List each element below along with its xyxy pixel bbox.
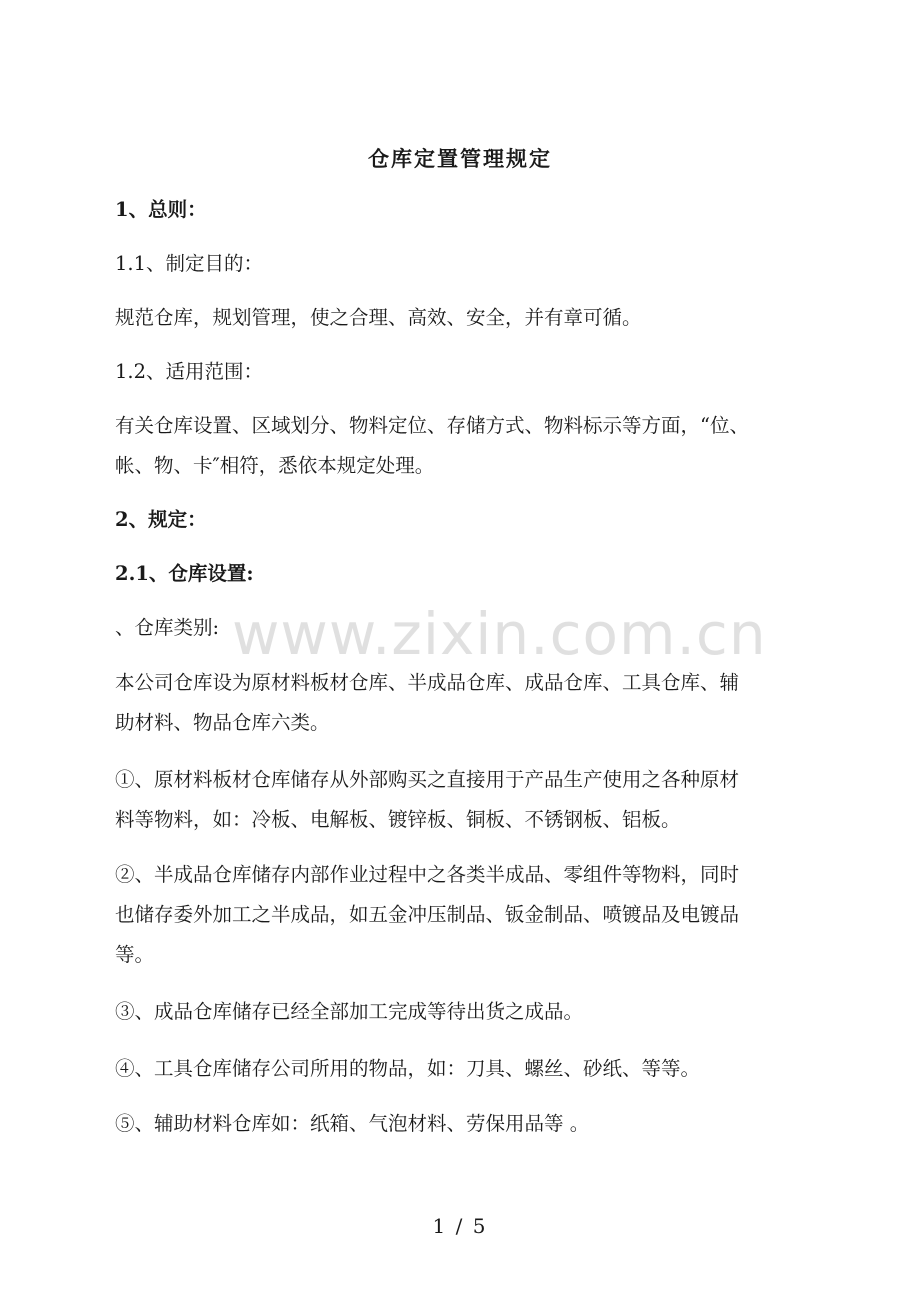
subsection-heading-purpose: 1.1、制定目的： xyxy=(115,252,264,275)
paragraph-scope-line-2: 帐、物、卡″相符，悉依本规定处理。 xyxy=(115,454,435,477)
paragraph-types-line-1: 本公司仓库设为原材料板材仓库、半成品仓库、成品仓库、工具仓库、辅 xyxy=(115,671,740,694)
list-item-semi-finished-line-1: ②、半成品仓库储存内部作业过程中之各类半成品、零组件等物料，同时 xyxy=(115,863,740,886)
document-title: 仓库定置管理规定 xyxy=(368,146,552,171)
subsection-heading-warehouse-setup: 2.1、仓库设置: xyxy=(115,562,254,585)
page-indicator: 1 / 5 xyxy=(432,1214,488,1238)
subsection-heading-scope: 1.2、适用范围： xyxy=(115,360,264,383)
paragraph-types-line-2: 助材料、物品仓库六类。 xyxy=(115,711,330,734)
subsection-heading-warehouse-types: 、仓库类别: xyxy=(115,616,220,639)
paragraph-purpose: 规范仓库，规划管理，使之合理、高效、安全，并有章可循。 xyxy=(115,306,642,329)
list-item-semi-finished-line-2: 也储存委外加工之半成品，如五金冲压制品、钣金制品、喷镀品及电镀品 xyxy=(115,903,740,926)
section-heading-general: 1、总则： xyxy=(115,198,207,221)
section-heading-rules: 2、规定： xyxy=(115,508,207,531)
list-item-semi-finished-line-3: 等。 xyxy=(115,943,155,966)
paragraph-scope-line-1: 有关仓库设置、区域划分、物料定位、存储方式、物料标示等方面，“位、 xyxy=(115,414,749,437)
list-item-raw-material-line-2: 料等物料，如：冷板、电解板、镀锌板、铜板、不锈钢板、铝板。 xyxy=(115,808,681,831)
list-item-auxiliary-materials: ⑤、辅助材料仓库如：纸箱、气泡材料、劳保用品等 。 xyxy=(115,1112,590,1135)
list-item-finished-goods: ③、成品仓库储存已经全部加工完成等待出货之成品。 xyxy=(115,1000,584,1023)
list-item-tools: ④、工具仓库储存公司所用的物品，如：刀具、螺丝、砂纸、等等。 xyxy=(115,1057,701,1080)
watermark: www.zixin.com.cn xyxy=(232,600,767,668)
list-item-raw-material-line-1: ①、原材料板材仓库储存从外部购买之直接用于产品生产使用之各种原材 xyxy=(115,768,740,791)
